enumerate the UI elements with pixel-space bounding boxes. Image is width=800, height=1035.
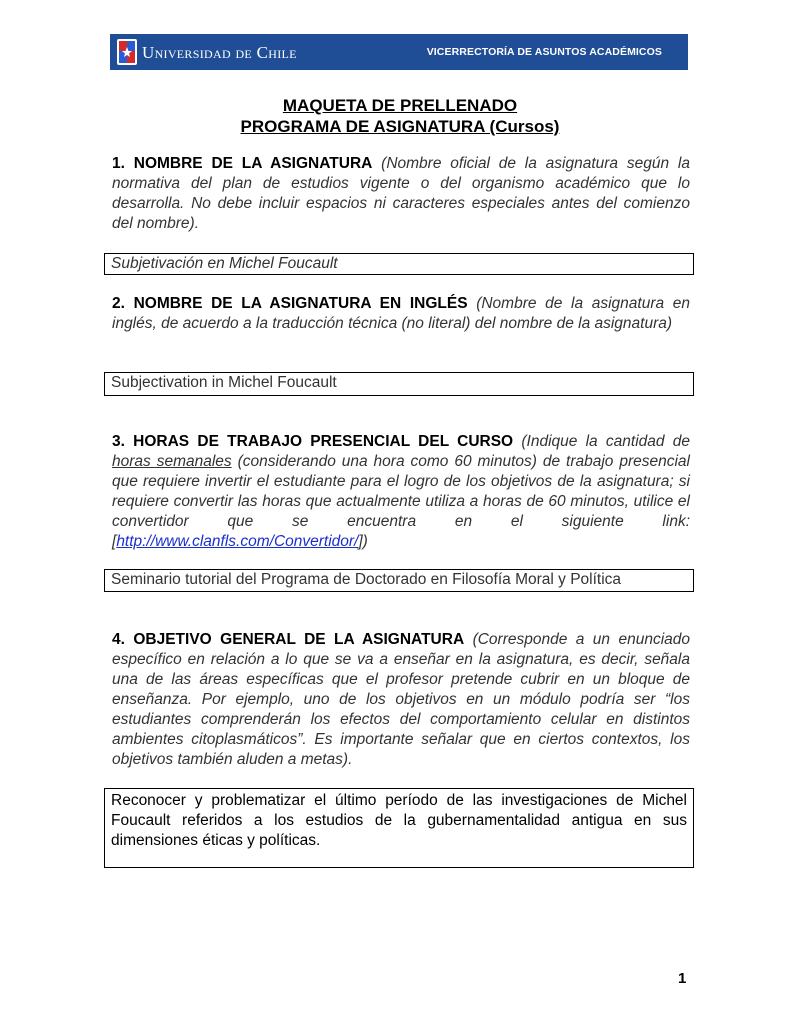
section-2-description: (Nombre de la asignatura en inglés, de acuerdo a la traducción técnica (no literal) del nombre de la asignatura) xyxy=(112,295,690,332)
section-1-answer: Subjetivación en Michel Foucault xyxy=(111,255,338,272)
section-1-description: (Nombre oficial de la asignatura según la normativa del plan de estudios vigente o del organismo académico que lo desarrolla. No debe incluir espacios ni caracteres especiales antes del comienzo del nombre). xyxy=(112,155,690,232)
section-2-text xyxy=(112,294,690,334)
section-1-heading: 1. NOMBRE DE LA ASIGNATURA xyxy=(112,155,373,172)
page-title: MAQUETA DE PRELLENADO xyxy=(282,96,518,115)
section-3-answer-box[interactable] xyxy=(104,569,694,592)
section-3-heading: 3. HORAS DE TRABAJO PRESENCIAL DEL CURSO xyxy=(112,433,514,450)
section-3-description-underlined: horas semanales xyxy=(112,453,232,470)
page-subtitle: PROGRAMA DE ASIGNATURA (Cursos) xyxy=(240,117,560,136)
university-name: Universidad de Chile xyxy=(142,43,297,62)
section-4-answer-box[interactable] xyxy=(104,788,694,868)
section-4-heading: 4. OBJETIVO GENERAL DE LA ASIGNATURA xyxy=(112,631,465,648)
convertidor-link[interactable]: http://www.clanfls.com/Convertidor/ xyxy=(116,533,359,550)
section-2-answer-box[interactable] xyxy=(104,372,694,396)
section-3-text xyxy=(112,432,690,552)
university-crest-icon xyxy=(116,38,138,66)
section-4-description: (Corresponde a un enunciado específico en relación a lo que se va a enseñar en la asignatura, es decir, señala una de las áreas específicas que el profesor pretende cubrir en un bloque de enseñanza. Por ejemplo, uno de los objetivos en un módulo podría ser “los estudiantes comprenderán los efectos del comportamiento celular en distintos ambientes citoplasmáticos”. Es importante señalar que en ciertos contextos, los objetivos también aluden a metas). xyxy=(112,631,690,768)
section-4-text xyxy=(112,630,690,770)
section-2-heading: 2. NOMBRE DE LA ASIGNATURA EN INGLÉS xyxy=(112,295,468,312)
section-3-description-c: ]) xyxy=(358,533,368,550)
section-3-answer: Seminario tutorial del Programa de Doctorado en Filosofía Moral y Política xyxy=(111,571,622,588)
section-4-answer: Reconocer y problematizar el último período de las investigaciones de Michel Foucault referidos a los estudios de la gubernamentalidad antigua en sus dimensiones éticas y políticas. xyxy=(111,792,687,849)
page-number: 1 xyxy=(678,970,687,987)
section-3-description-a: (Indique la cantidad de xyxy=(521,433,690,450)
section-3-description-b: (considerando una hora como 60 minutos) de trabajo presencial que requiere invertir el estudiante para el logro de los objetivos de la asignatura; si requiere convertir las horas que actualmente utiliza a horas de 60 minutos, utilice el convertidor que se encuentra en el siguiente link: [ xyxy=(112,453,690,550)
section-1-answer-box[interactable] xyxy=(104,253,694,275)
vicerrectoria-label: VICERRECTORÍA DE ASUNTOS ACADÉMICOS xyxy=(426,46,662,58)
section-2-answer: Subjectivation in Michel Foucault xyxy=(111,374,337,391)
institution-header xyxy=(110,34,688,70)
section-1-text xyxy=(112,154,690,234)
